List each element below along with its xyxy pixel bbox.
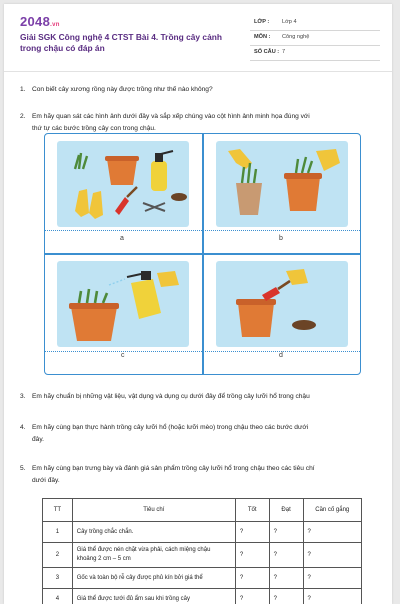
table-header-row — [43, 499, 362, 522]
table-cell: Giá thể được nén chặt vừa phải, cách miệng chậu khoảng 2 cm – 5 cm — [72, 543, 235, 568]
question-text-line-1: Em hãy quan sát các hình ảnh dưới đây và sắp xếp chúng vào cột hình ảnh minh họa đúng với — [32, 111, 310, 123]
table-header-cell: Tiêu chí — [72, 499, 235, 522]
step-panel-a — [45, 134, 200, 251]
table-row — [43, 589, 362, 604]
step-panel-c — [45, 255, 200, 372]
caption-d: d — [279, 352, 283, 359]
planting-steps-figure — [44, 133, 361, 375]
site-logo[interactable] — [20, 14, 60, 29]
logo-text: 2048 — [20, 14, 50, 29]
question-text-line-2: đây. — [32, 434, 44, 446]
table-cell: Giá thể được tưới đủ ẩm sau khi trồng cây — [72, 589, 235, 604]
step-illustration-c — [57, 261, 189, 347]
step-panel-d — [205, 255, 360, 372]
table-cell: ? — [235, 589, 269, 604]
step-panel-b — [205, 134, 360, 251]
tools-icon — [57, 141, 189, 227]
table-header-cell: Cần cố gắng — [303, 499, 362, 522]
meta-value: 7 — [282, 49, 285, 55]
logo-suffix: .vn — [50, 22, 60, 28]
meta-value: Lớp 4 — [282, 19, 297, 25]
table-cell: Gốc và toàn bộ rễ cây được phủ kín bởi giá thể — [72, 568, 235, 589]
question-text-line-2: dưới đây. — [32, 475, 60, 487]
table-row — [43, 522, 362, 543]
table-cell: ? — [269, 543, 303, 568]
question-number: 3. — [20, 391, 26, 403]
table-cell: ? — [269, 589, 303, 604]
table-cell: ? — [303, 589, 362, 604]
question-text: Con biết cây xương rồng này được trồng như thế nào không? — [32, 84, 213, 96]
table-cell: ? — [269, 568, 303, 589]
question-number: 5. — [20, 463, 26, 475]
question-number: 4. — [20, 422, 26, 434]
caption-b: b — [279, 235, 283, 242]
document-title: Giải SGK Công nghệ 4 CTST Bài 4. Trồng cây cảnh trong chậu có đáp án — [20, 32, 230, 53]
table-cell: ? — [303, 543, 362, 568]
table-cell: ? — [235, 543, 269, 568]
meta-key: MÔN : — [254, 34, 270, 40]
table-row — [43, 543, 362, 568]
meta-key: SỐ CÂU : — [254, 49, 279, 55]
caption-a: a — [120, 235, 124, 242]
table-cell: 3 — [43, 568, 73, 589]
planting-seedling-icon — [216, 141, 348, 227]
table-cell: Cây trồng chắc chắn. — [72, 522, 235, 543]
question-2 — [20, 111, 385, 135]
document-page — [4, 4, 392, 604]
table-cell: 1 — [43, 522, 73, 543]
step-illustration-b — [216, 141, 348, 227]
meta-question-count — [250, 46, 380, 61]
document-header — [4, 4, 392, 66]
caption-c: c — [121, 352, 125, 359]
watering-icon — [57, 261, 189, 347]
adding-soil-icon — [216, 261, 348, 347]
table-row — [43, 568, 362, 589]
table-header-cell: TT — [43, 499, 73, 522]
step-illustration-a — [57, 141, 189, 227]
question-5 — [20, 463, 385, 487]
table-cell: ? — [235, 522, 269, 543]
table-cell: 4 — [43, 589, 73, 604]
question-text-line-1: Em hãy cùng bạn thực hành trồng cây lưỡi hổ (hoặc lưỡi mèo) trong chậu theo các bước dưới — [32, 422, 308, 434]
question-text-line-2: thứ tự các bước trồng cây con trong chậu. — [32, 123, 156, 135]
question-number: 1. — [20, 84, 26, 96]
table-cell: 2 — [43, 543, 73, 568]
question-text: Em hãy chuẩn bị những vật liệu, vật dụng và dụng cụ dưới đây để trồng cây lưỡi hổ trong chậu — [32, 391, 310, 403]
table-header-cell: Đạt — [269, 499, 303, 522]
evaluation-table — [42, 498, 362, 604]
meta-value: Công nghệ — [282, 34, 309, 40]
step-illustration-d — [216, 261, 348, 347]
table-cell: ? — [303, 568, 362, 589]
meta-subject — [250, 31, 380, 46]
table-cell: ? — [235, 568, 269, 589]
question-text-line-1: Em hãy cùng bạn trưng bày và đánh giá sản phẩm trồng cây lưỡi hổ trong chậu theo các tiêu chí — [32, 463, 315, 475]
table-cell: ? — [303, 522, 362, 543]
table-cell: ? — [269, 522, 303, 543]
table-header-cell: Tốt — [235, 499, 269, 522]
meta-key: LỚP : — [254, 19, 269, 25]
header-divider — [4, 71, 392, 72]
question-4 — [20, 422, 385, 446]
meta-grade — [250, 16, 380, 31]
question-number: 2. — [20, 111, 26, 123]
